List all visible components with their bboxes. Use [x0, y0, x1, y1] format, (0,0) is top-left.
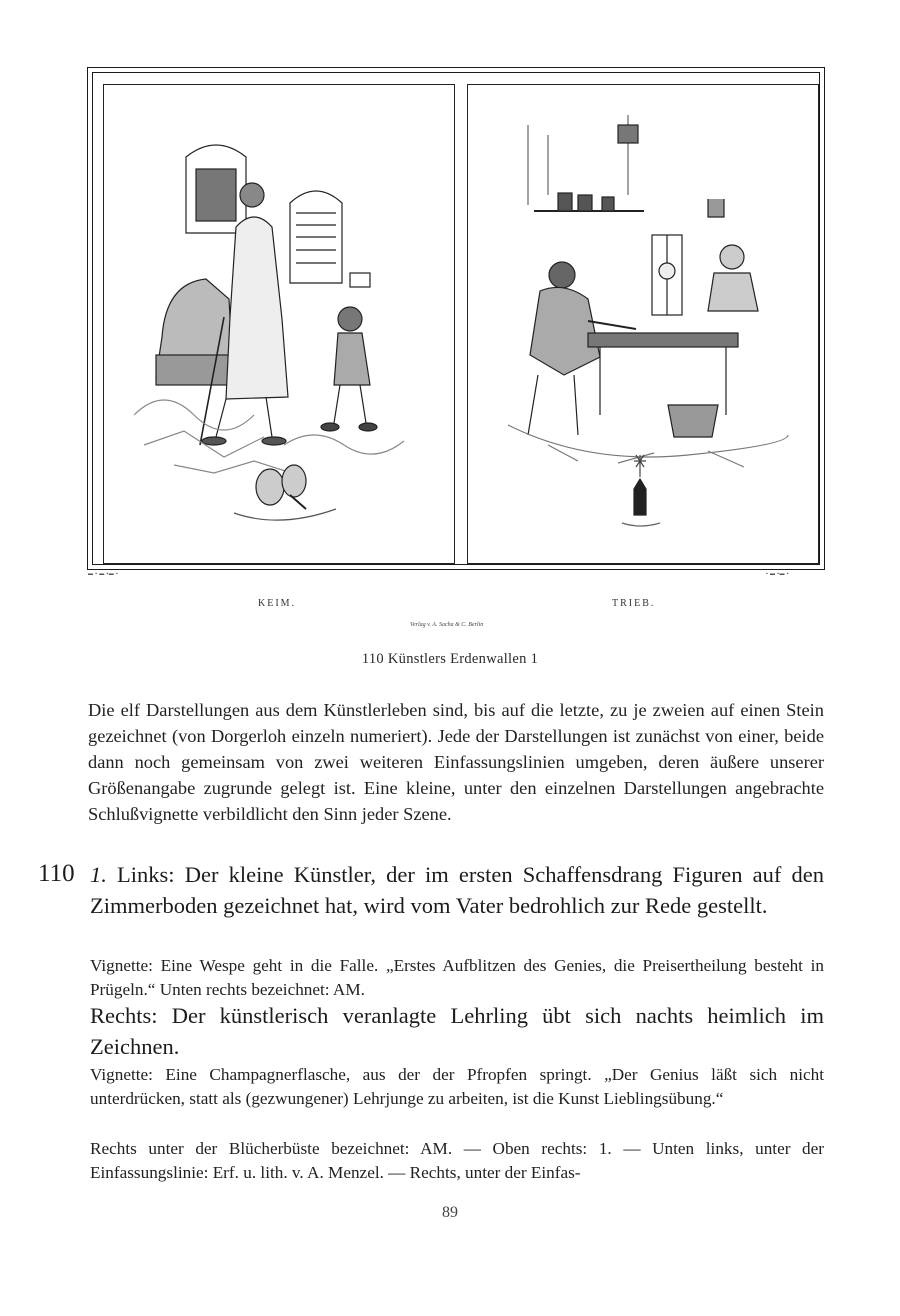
entry-links-description [90, 860, 824, 921]
figure-caption: 110 Künstlers Erdenwallen 1 [361, 651, 539, 667]
entry-rechts-description: Rechts: Der künstlerisch veranlagte Lehrling übt sich nachts heimlich im Zeichnen. [90, 1003, 824, 1059]
plate-title-right: TRIEB. [612, 598, 656, 609]
vignette-links: Vignette: Eine Wespe geht in die Falle. „Erstes Aufblitzen des Genies, die Preisertheilung besteht in Prügeln.“ Unten rechts bezeichnet: AM. [90, 956, 824, 999]
vignette-rechts: Vignette: Eine Champagnerflasche, aus der der Pfropfen springt. „Der Genius läßt sich nicht unterdrücken, statt als (gezwungener) Lehrjunge zu arbeiten, ist die Kunst Lieblingsübung.“ [90, 1065, 824, 1108]
links-text: Links: Der kleine Künstler, der im ersten Schaffensdrang Figuren auf den Zimmerboden gezeichnet hat, wird vom Vater bedrohlich zur Rede gestellt. [90, 862, 825, 918]
lithograph-plate [87, 67, 825, 570]
illustration-left-keim [103, 84, 455, 564]
illustration-right-trieb [467, 84, 819, 564]
catalog-number: 110 [38, 860, 75, 887]
publisher-line: Verlag v. A. Sacha & C. Berlin [410, 622, 484, 628]
signature-note: Rechts unter der Blücherbüste bezeichnet: AM. — Oben rechts: 1. — Unten links, unter der Einfassungslinie: Erf. u. lith. v. A. Menzel. — Rechts, unter der Einfas- [90, 1139, 824, 1182]
plate-inner-border [92, 72, 820, 565]
plate-title-left: KEIM. [258, 598, 297, 609]
engraver-inscription-right: ▪ ▬ ▪▬ ▪ [766, 572, 790, 577]
intro-paragraph: Die elf Darstellungen aus dem Künstlerleben sind, bis auf die letzte, zu je zweien auf einen Stein gezeichnet (von Dorgerloh einzeln numeriert). Jede der Darstellungen ist zunächst von einer, beide dann noch gemeinsam von zwei weiteren Einfassungslinien umgeben, deren äußere unserer Größenangabe zugrunde gelegt ist. Eine kleine, unter den einzelnen Darstellungen angebrachte Schlußvignette verbildlicht den Sinn jeder Szene. [88, 700, 824, 824]
page-number: 89 [442, 1204, 458, 1221]
engraver-inscription-left: ▬ ▪ ▬ ▪▬ ▪ [88, 572, 119, 577]
entry-sub-number: 1. [90, 862, 107, 887]
